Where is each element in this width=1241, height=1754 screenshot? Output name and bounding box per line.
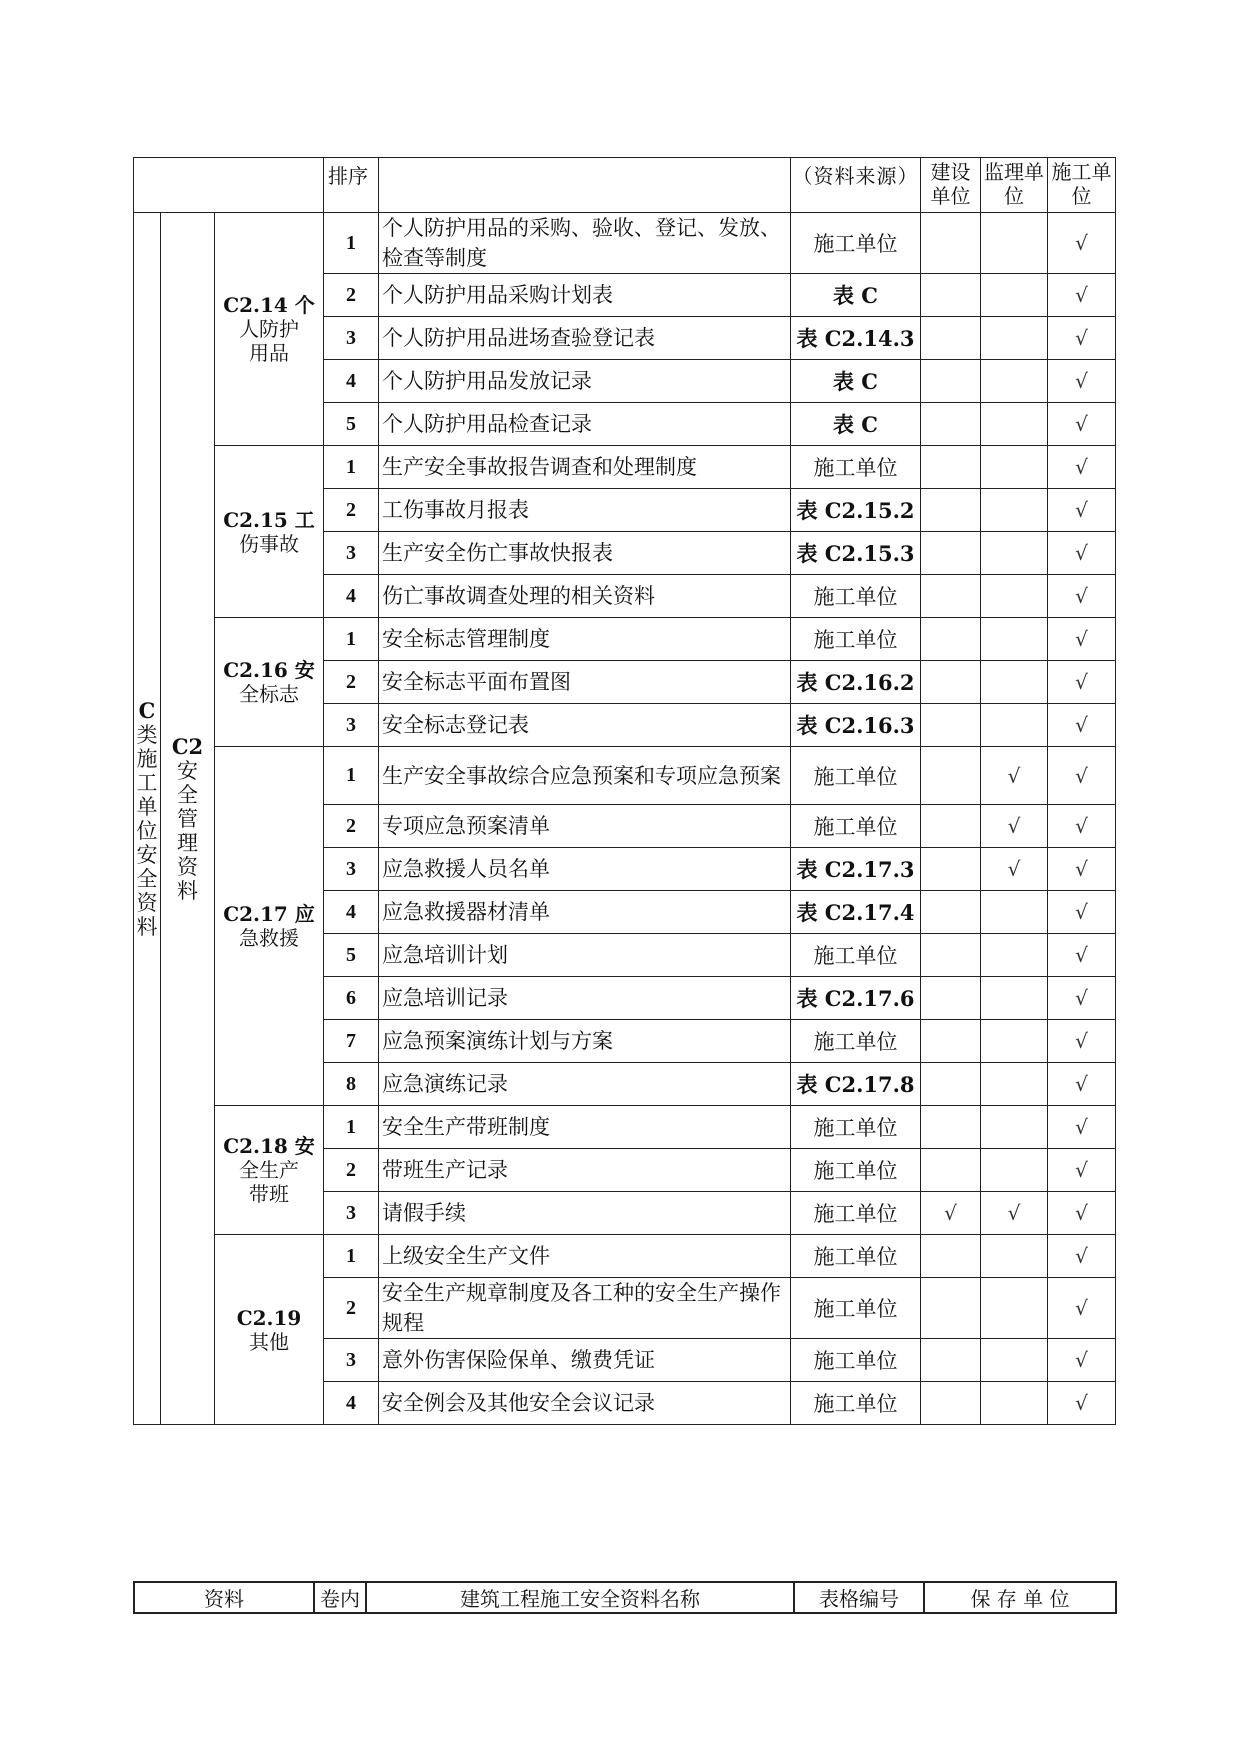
group-title-line: 全标志 bbox=[239, 682, 299, 706]
vertical-text: C2 安 全 管 理 资 料 bbox=[171, 733, 204, 903]
check-construct-unit: √ bbox=[1048, 575, 1116, 618]
row-number: 3 bbox=[324, 1339, 379, 1382]
record-name: 个人防护用品检查记录 bbox=[379, 403, 791, 446]
record-name: 应急救援器材清单 bbox=[379, 891, 791, 934]
row-number: 4 bbox=[324, 1382, 379, 1425]
record-name: 意外伤害保险保单、缴费凭证 bbox=[379, 1339, 791, 1382]
check-build-unit bbox=[921, 532, 981, 575]
group-title bbox=[215, 618, 324, 747]
check-construct-unit: √ bbox=[1048, 1106, 1116, 1149]
record-source: 施工单位 bbox=[791, 805, 921, 848]
group-title-line: C2.19 bbox=[236, 1305, 302, 1330]
group-title-line: 用品 bbox=[249, 341, 289, 365]
check-build-unit bbox=[921, 848, 981, 891]
record-source: 表 C bbox=[791, 403, 921, 446]
check-supervise-unit bbox=[981, 1235, 1048, 1278]
check-build-unit bbox=[921, 489, 981, 532]
row-number: 1 bbox=[324, 1106, 379, 1149]
group-title-line: C2.18 安 bbox=[223, 1134, 315, 1158]
check-supervise-unit bbox=[981, 213, 1048, 274]
check-supervise-unit bbox=[981, 360, 1048, 403]
record-name: 安全生产带班制度 bbox=[379, 1106, 791, 1149]
check-construct-unit: √ bbox=[1048, 360, 1116, 403]
record-name: 应急培训记录 bbox=[379, 977, 791, 1020]
row-number: 3 bbox=[324, 317, 379, 360]
check-supervise-unit bbox=[981, 446, 1048, 489]
group-title-line: 其他 bbox=[249, 1329, 289, 1354]
table-row bbox=[134, 747, 1116, 805]
check-supervise-unit bbox=[981, 274, 1048, 317]
record-source: 施工单位 bbox=[791, 575, 921, 618]
check-build-unit bbox=[921, 1235, 981, 1278]
group-title bbox=[215, 1235, 324, 1425]
check-supervise-unit bbox=[981, 1063, 1048, 1106]
group-title bbox=[215, 1106, 324, 1235]
check-construct-unit: √ bbox=[1048, 704, 1116, 747]
row-number: 3 bbox=[324, 704, 379, 747]
check-build-unit bbox=[921, 805, 981, 848]
row-number: 1 bbox=[324, 1235, 379, 1278]
check-supervise-unit bbox=[981, 1339, 1048, 1382]
check-build-unit bbox=[921, 317, 981, 360]
record-name: 个人防护用品采购计划表 bbox=[379, 274, 791, 317]
footer-col-volume: 卷内 bbox=[314, 1582, 366, 1613]
check-construct-unit: √ bbox=[1048, 1339, 1116, 1382]
check-build-unit bbox=[921, 213, 981, 274]
record-source: 表 C2.15.2 bbox=[791, 489, 921, 532]
row-number: 4 bbox=[324, 891, 379, 934]
check-construct-unit: √ bbox=[1048, 805, 1116, 848]
check-build-unit bbox=[921, 446, 981, 489]
check-supervise-unit bbox=[981, 934, 1048, 977]
record-name: 带班生产记录 bbox=[379, 1149, 791, 1192]
check-construct-unit: √ bbox=[1048, 446, 1116, 489]
group-title bbox=[215, 446, 324, 618]
row-number: 6 bbox=[324, 977, 379, 1020]
check-build-unit bbox=[921, 977, 981, 1020]
check-supervise-unit: √ bbox=[981, 848, 1048, 891]
check-construct-unit: √ bbox=[1048, 618, 1116, 661]
check-supervise-unit bbox=[981, 317, 1048, 360]
table-row bbox=[134, 618, 1116, 661]
row-number: 8 bbox=[324, 1063, 379, 1106]
check-supervise-unit: √ bbox=[981, 805, 1048, 848]
check-supervise-unit: √ bbox=[981, 1192, 1048, 1235]
row-number: 2 bbox=[324, 1149, 379, 1192]
check-supervise-unit bbox=[981, 403, 1048, 446]
check-construct-unit: √ bbox=[1048, 489, 1116, 532]
check-supervise-unit bbox=[981, 1382, 1048, 1425]
row-number: 3 bbox=[324, 848, 379, 891]
check-supervise-unit bbox=[981, 1278, 1048, 1339]
check-supervise-unit bbox=[981, 575, 1048, 618]
check-construct-unit: √ bbox=[1048, 1149, 1116, 1192]
header-name-cell bbox=[379, 158, 791, 213]
record-source: 施工单位 bbox=[791, 934, 921, 977]
record-name: 个人防护用品发放记录 bbox=[379, 360, 791, 403]
record-source: 表 C2.17.6 bbox=[791, 977, 921, 1020]
check-supervise-unit bbox=[981, 704, 1048, 747]
record-source: 表 C2.15.3 bbox=[791, 532, 921, 575]
record-name: 应急培训计划 bbox=[379, 934, 791, 977]
row-number: 7 bbox=[324, 1020, 379, 1063]
row-number: 1 bbox=[324, 213, 379, 274]
record-source: 表 C2.17.3 bbox=[791, 848, 921, 891]
table-row bbox=[134, 446, 1116, 489]
check-construct-unit: √ bbox=[1048, 661, 1116, 704]
check-supervise-unit bbox=[981, 977, 1048, 1020]
record-name: 生产安全事故报告调查和处理制度 bbox=[379, 446, 791, 489]
group-title-line: 急救援 bbox=[239, 926, 299, 950]
check-construct-unit: √ bbox=[1048, 1235, 1116, 1278]
check-build-unit bbox=[921, 1382, 981, 1425]
check-build-unit bbox=[921, 1339, 981, 1382]
record-name: 应急救援人员名单 bbox=[379, 848, 791, 891]
header-blank-cell bbox=[134, 158, 324, 213]
check-build-unit bbox=[921, 891, 981, 934]
row-number: 2 bbox=[324, 1278, 379, 1339]
record-source: 施工单位 bbox=[791, 618, 921, 661]
group-title-line: C2.17 应 bbox=[223, 902, 315, 926]
row-number: 4 bbox=[324, 575, 379, 618]
record-name: 应急预案演练计划与方案 bbox=[379, 1020, 791, 1063]
check-build-unit bbox=[921, 575, 981, 618]
check-build-unit bbox=[921, 1020, 981, 1063]
check-build-unit bbox=[921, 1063, 981, 1106]
header-unit-supervise: 监理单位 bbox=[981, 158, 1048, 213]
record-name: 安全生产规章制度及各工种的安全生产操作规程 bbox=[379, 1278, 791, 1339]
row-number: 2 bbox=[324, 489, 379, 532]
check-construct-unit: √ bbox=[1048, 532, 1116, 575]
group-title-line: C2.15 工 bbox=[223, 507, 315, 532]
check-supervise-unit bbox=[981, 489, 1048, 532]
check-construct-unit: √ bbox=[1048, 317, 1116, 360]
footer-col-form-no: 表格编号 bbox=[794, 1582, 924, 1613]
row-number: 1 bbox=[324, 618, 379, 661]
check-construct-unit: √ bbox=[1048, 274, 1116, 317]
check-construct-unit: √ bbox=[1048, 848, 1116, 891]
group-title-line: 带班 bbox=[249, 1182, 289, 1206]
record-name: 安全例会及其他安全会议记录 bbox=[379, 1382, 791, 1425]
row-number: 4 bbox=[324, 360, 379, 403]
check-supervise-unit bbox=[981, 1020, 1048, 1063]
row-number: 2 bbox=[324, 805, 379, 848]
category-c-cell bbox=[134, 213, 161, 1425]
row-number: 2 bbox=[324, 274, 379, 317]
group-title-line: 伤事故 bbox=[239, 531, 299, 556]
record-name: 安全标志管理制度 bbox=[379, 618, 791, 661]
check-construct-unit: √ bbox=[1048, 1278, 1116, 1339]
row-number: 1 bbox=[324, 747, 379, 805]
footer-col-storage-unit: 保 存 单 位 bbox=[924, 1582, 1116, 1613]
header-unit-construct: 施工单位 bbox=[1048, 158, 1116, 213]
record-name: 个人防护用品的采购、验收、登记、发放、检查等制度 bbox=[379, 213, 791, 274]
record-source: 施工单位 bbox=[791, 1149, 921, 1192]
table-row bbox=[134, 1235, 1116, 1278]
record-source: 施工单位 bbox=[791, 747, 921, 805]
vertical-text: C 类 施 工 单 位 安 全 资 料 bbox=[136, 697, 158, 939]
footer-col-name: 建筑工程施工安全资料名称 bbox=[366, 1582, 794, 1613]
record-source: 施工单位 bbox=[791, 446, 921, 489]
record-source: 表 C bbox=[791, 274, 921, 317]
check-supervise-unit bbox=[981, 532, 1048, 575]
check-construct-unit: √ bbox=[1048, 213, 1116, 274]
header-row bbox=[134, 158, 1116, 213]
check-build-unit bbox=[921, 403, 981, 446]
check-build-unit bbox=[921, 704, 981, 747]
record-source: 表 C2.14.3 bbox=[791, 317, 921, 360]
check-construct-unit: √ bbox=[1048, 891, 1116, 934]
record-name: 伤亡事故调查处理的相关资料 bbox=[379, 575, 791, 618]
record-source: 表 C2.17.8 bbox=[791, 1063, 921, 1106]
group-title-line: C2.16 安 bbox=[223, 658, 315, 682]
check-construct-unit: √ bbox=[1048, 403, 1116, 446]
check-construct-unit: √ bbox=[1048, 747, 1116, 805]
record-name: 请假手续 bbox=[379, 1192, 791, 1235]
group-title bbox=[215, 213, 324, 446]
check-supervise-unit bbox=[981, 1106, 1048, 1149]
record-name: 个人防护用品进场查验登记表 bbox=[379, 317, 791, 360]
row-number: 5 bbox=[324, 934, 379, 977]
record-name: 上级安全生产文件 bbox=[379, 1235, 791, 1278]
check-build-unit: √ bbox=[921, 1192, 981, 1235]
group-title-line: 全生产 bbox=[239, 1158, 299, 1182]
check-build-unit bbox=[921, 274, 981, 317]
group-title bbox=[215, 747, 324, 1106]
check-supervise-unit bbox=[981, 661, 1048, 704]
row-number: 1 bbox=[324, 446, 379, 489]
table-row bbox=[134, 1106, 1116, 1149]
check-construct-unit: √ bbox=[1048, 1382, 1116, 1425]
group-title-line: C2.14 个 bbox=[223, 293, 315, 317]
record-source: 施工单位 bbox=[791, 1020, 921, 1063]
check-build-unit bbox=[921, 661, 981, 704]
check-construct-unit: √ bbox=[1048, 1063, 1116, 1106]
check-build-unit bbox=[921, 618, 981, 661]
check-build-unit bbox=[921, 934, 981, 977]
check-supervise-unit bbox=[981, 1149, 1048, 1192]
row-number: 3 bbox=[324, 532, 379, 575]
header-sort: 排序 bbox=[324, 158, 379, 213]
check-build-unit bbox=[921, 747, 981, 805]
safety-records-table bbox=[133, 157, 1116, 1425]
table-row bbox=[134, 213, 1116, 274]
row-number: 2 bbox=[324, 661, 379, 704]
record-source: 表 C2.16.2 bbox=[791, 661, 921, 704]
header-unit-build: 建设单位 bbox=[921, 158, 981, 213]
category-c2-cell bbox=[161, 213, 215, 1425]
check-construct-unit: √ bbox=[1048, 934, 1116, 977]
record-source: 施工单位 bbox=[791, 1382, 921, 1425]
record-name: 生产安全事故综合应急预案和专项应急预案 bbox=[379, 747, 791, 805]
row-number: 3 bbox=[324, 1192, 379, 1235]
record-name: 生产安全伤亡事故快报表 bbox=[379, 532, 791, 575]
record-source: 表 C2.16.3 bbox=[791, 704, 921, 747]
record-source: 施工单位 bbox=[791, 1339, 921, 1382]
check-construct-unit: √ bbox=[1048, 1020, 1116, 1063]
check-supervise-unit: √ bbox=[981, 747, 1048, 805]
check-build-unit bbox=[921, 1278, 981, 1339]
footer-table bbox=[133, 1581, 1117, 1614]
record-name: 安全标志登记表 bbox=[379, 704, 791, 747]
record-source: 施工单位 bbox=[791, 1278, 921, 1339]
check-build-unit bbox=[921, 1106, 981, 1149]
record-name: 应急演练记录 bbox=[379, 1063, 791, 1106]
check-build-unit bbox=[921, 1149, 981, 1192]
record-source: 施工单位 bbox=[791, 213, 921, 274]
record-name: 安全标志平面布置图 bbox=[379, 661, 791, 704]
record-source: 表 C bbox=[791, 360, 921, 403]
record-source: 施工单位 bbox=[791, 1235, 921, 1278]
record-name: 工伤事故月报表 bbox=[379, 489, 791, 532]
check-build-unit bbox=[921, 360, 981, 403]
check-construct-unit: √ bbox=[1048, 977, 1116, 1020]
header-source: （资料来源） bbox=[791, 158, 921, 213]
check-supervise-unit bbox=[981, 618, 1048, 661]
record-name: 专项应急预案清单 bbox=[379, 805, 791, 848]
record-source: 施工单位 bbox=[791, 1106, 921, 1149]
check-construct-unit: √ bbox=[1048, 1192, 1116, 1235]
record-source: 表 C2.17.4 bbox=[791, 891, 921, 934]
check-supervise-unit bbox=[981, 891, 1048, 934]
footer-row bbox=[134, 1582, 1116, 1613]
row-number: 5 bbox=[324, 403, 379, 446]
record-source: 施工单位 bbox=[791, 1192, 921, 1235]
group-title-line: 人防护 bbox=[239, 317, 299, 341]
footer-col-material: 资料 bbox=[134, 1582, 314, 1613]
